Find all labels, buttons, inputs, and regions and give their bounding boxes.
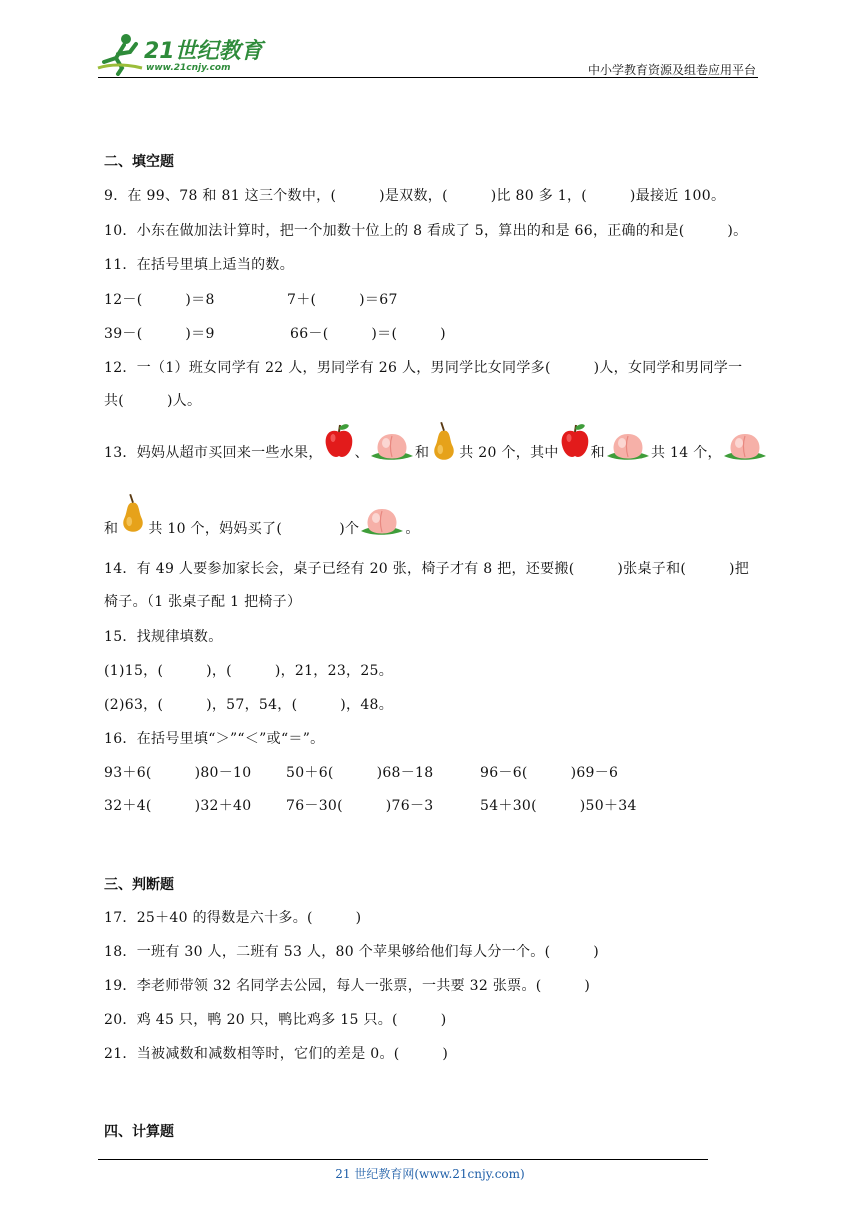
question-10: 10．小东在做加法计算时，把一个加数十位上的 8 看成了 5，算出的和是 66，正确的和是( )。	[104, 223, 748, 239]
question-16-r1c2: 50＋6( )68－18	[286, 765, 434, 781]
pear-icon	[429, 419, 459, 463]
question-13-line2	[104, 486, 420, 540]
peach-icon	[369, 430, 415, 462]
question-12-line1: 12．一（1）班女同学有 22 人，男同学有 26 人，男同学比女同学多( )人，女同学和男同学一	[104, 360, 743, 376]
question-14-line2: 椅子。（1 张桌子配 1 把椅子）	[104, 594, 302, 610]
question-21: 21．当被减数和减数相等时，它们的差是 0。( )	[104, 1046, 449, 1062]
q13-text-d: 共 10 个，妈妈买了( )个	[148, 521, 360, 537]
apple-icon	[323, 423, 355, 461]
peach-icon	[722, 430, 768, 462]
question-12-line2: 共( )人。	[104, 393, 202, 409]
peach-icon	[605, 430, 651, 462]
section-title-calc: 四、计算题	[104, 1124, 174, 1140]
question-15-part1: (1)15，( )，( )，21，23，25。	[104, 663, 394, 679]
q13-text-b: 共 20 个，其中	[459, 445, 559, 461]
question-16-r1c3: 96－6( )69－6	[480, 765, 619, 781]
question-16-stem: 16．在括号里填“＞”“＜”或“＝”。	[104, 731, 325, 747]
question-15-part2: (2)63，( )，57，54，( )，48。	[104, 697, 394, 713]
question-19: 19．李老师带领 32 名同学去公园，每人一张票，一共要 32 张票。( )	[104, 978, 591, 994]
question-11-r2b: 66－( )＝( )	[290, 326, 446, 342]
q13-and-2: 和	[590, 445, 605, 461]
peach-icon	[359, 505, 405, 537]
question-11-r2a: 39－( )＝9	[104, 326, 215, 342]
section-title-judge: 三、判断题	[104, 877, 174, 893]
q13-end: 。	[405, 521, 420, 537]
header-logo	[96, 32, 263, 78]
pear-icon	[118, 489, 148, 537]
runner-logo-icon	[96, 32, 144, 76]
question-16-r2c1: 32＋4( )32＋40	[104, 798, 252, 814]
section-title-fill: 二、填空题	[104, 154, 174, 170]
header-rule	[98, 77, 758, 78]
site-name: 中小学教育资源及组卷应用平台	[587, 63, 756, 77]
question-11-r1b: 7＋( )＝67	[287, 292, 398, 308]
question-15-stem: 15．找规律填数。	[104, 629, 223, 645]
question-16-r2c3: 54＋30( )50＋34	[480, 798, 637, 814]
question-16-r1c1: 93＋6( )80－10	[104, 765, 252, 781]
logo-url: www.21cnjy.com	[146, 63, 231, 73]
q13-sep: 、	[354, 445, 369, 461]
q13-text-a: 13．妈妈从超市买回来一些水果，	[104, 445, 323, 461]
question-18: 18．一班有 30 人，二班有 53 人，80 个苹果够给他们每人分一个。( )	[104, 944, 600, 960]
question-20: 20．鸡 45 只，鸭 20 只，鸭比鸡多 15 只。( )	[104, 1012, 447, 1028]
footer-link[interactable]: 21 世纪教育网(www.21cnjy.com)	[335, 1167, 525, 1181]
logo-title: 21世纪教育	[144, 39, 263, 64]
question-11-stem: 11．在括号里填上适当的数。	[104, 257, 295, 273]
question-9: 9．在 99、78 和 81 这三个数中，( )是双数，( )比 80 多 1，( )最接近 100。	[104, 188, 726, 204]
question-14-line1: 14．有 49 人要参加家长会，桌子已经有 20 张，椅子才有 8 把，还要搬( )张桌子和( )把	[104, 561, 750, 577]
q13-and-3: 和	[104, 521, 119, 537]
question-16-r2c2: 76－30( )76－3	[286, 798, 434, 814]
apple-icon	[559, 423, 591, 461]
question-13-line1	[104, 420, 768, 470]
question-11-r1a: 12－( )＝8	[104, 292, 215, 308]
q13-and-1: 和	[414, 445, 430, 461]
q13-text-c: 共 14 个，	[650, 445, 722, 461]
question-17: 17．25＋40 的得数是六十多。( )	[104, 910, 362, 926]
footer-rule	[98, 1159, 708, 1160]
